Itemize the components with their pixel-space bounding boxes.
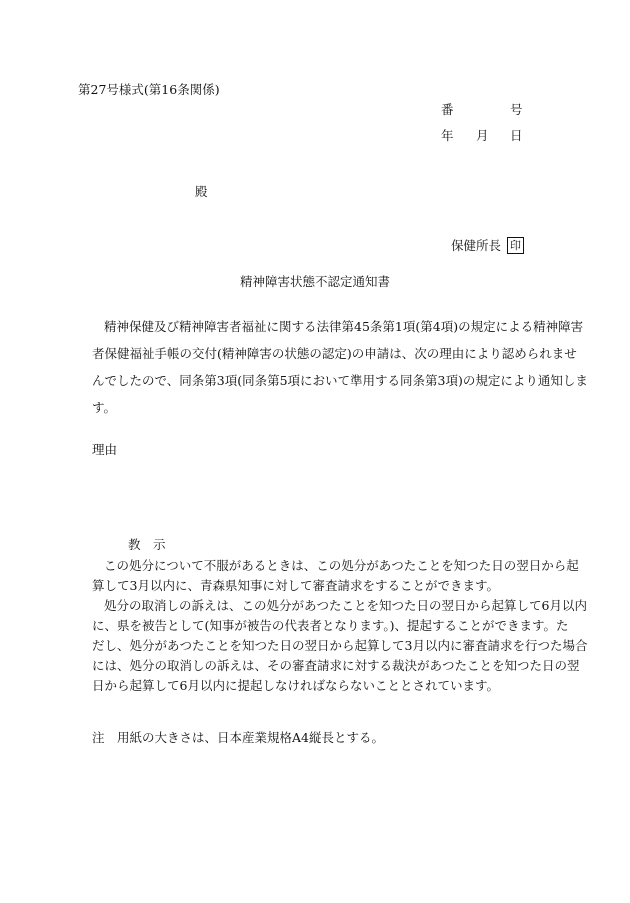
notice-body [92,313,588,421]
instruction-line: だし、処分があつたことを知つた日の翌日から起算して3月以内に審査請求を行つた場合 [92,638,588,653]
sender-block [451,236,524,254]
document-number-label: 番 [441,102,454,117]
addressee-suffix: 殿 [195,184,208,199]
sender-title: 保健所長 [451,238,502,253]
instruction-line: 算して3月以内に、青森県知事に対して審査請求をすることができます。 [92,578,499,593]
body-line: 者保健福祉手帳の交付(精神障害の状態の認定)の申請は、次の理由により認められませ [92,346,577,361]
date-year-label: 年 [441,128,454,143]
instruction-line: 処分の取消しの訴えは、この処分があつたことを知つた日の翌日から起算して6月以内 [104,598,587,613]
instruction-line: この処分について不服があるときは、この処分があつたことを知つた日の翌日から起 [104,558,579,573]
seal-mark: 印 [507,237,524,254]
body-line: んでしたので、同条第3項(同条第5項において準用する同条第3項)の規定により通知しま [92,373,588,388]
instruction-body [92,556,588,696]
document-number-suffix: 号 [510,102,523,117]
form-number: 第27号様式(第16条関係) [78,82,220,97]
reason-label: 理由 [92,442,118,457]
paper-size-note: 注 用紙の大きさは、日本産業規格A4縦長とする。 [92,730,384,745]
body-line: す。 [92,400,117,415]
document-title: 精神障害状態不認定通知書 [239,274,390,289]
instruction-heading: 教 示 [128,537,166,552]
instruction-line: 日から起算して6月以内に提起しなければならないこととされています。 [92,678,499,693]
instruction-line: には、処分の取消しの訴えは、その審査請求に対する裁決があつたことを知つた日の翌 [92,658,580,673]
instruction-line: に、県を被告として(知事が被告の代表者となります。)、提起することができます。た [92,618,569,633]
date-month-label: 月 [476,128,489,143]
body-line: 精神保健及び精神障害者福祉に関する法律第45条第1項(第4項)の規定による精神障害 [104,319,584,334]
date-day-label: 日 [510,128,523,143]
